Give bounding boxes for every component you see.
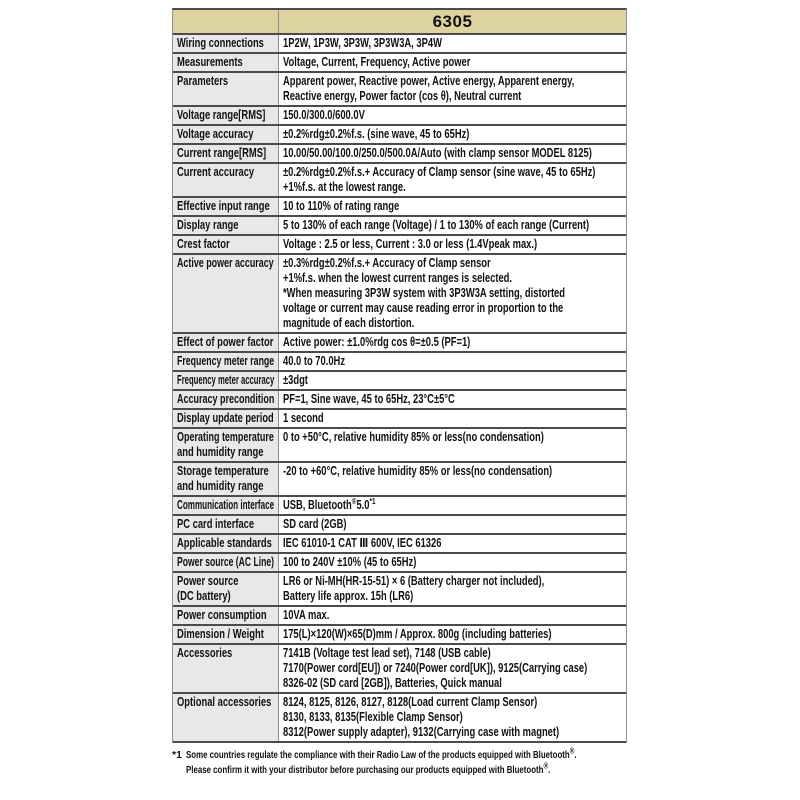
spec-row-label: Effect of power factor <box>173 334 279 351</box>
spec-row-label: Frequency meter accuracy <box>173 372 279 389</box>
spec-row <box>173 372 626 391</box>
spec-row <box>173 35 626 54</box>
spec-row-label: Optional accessories <box>173 694 279 741</box>
spec-row-label: Parameters <box>173 73 279 105</box>
spec-row <box>173 107 626 126</box>
spec-row-value: 10 to 110% of rating range <box>279 198 626 215</box>
spec-row-value: 100 to 240V ±10% (45 to 65Hz) <box>279 554 626 571</box>
spec-row-label: Current range[RMS] <box>173 145 279 162</box>
spec-row-label: Power source (AC Line) <box>173 554 279 571</box>
spec-row <box>173 429 626 463</box>
spec-row-label: Effective input range <box>173 198 279 215</box>
spec-row-value: USB, Bluetooth®5.0$^{*1}$ <box>279 497 626 514</box>
spec-table <box>172 8 627 743</box>
spec-row-value: 5 to 130% of each range (Voltage) / 1 to 130% of each range (Current) <box>279 217 626 234</box>
spec-row-label: Crest factor <box>173 236 279 253</box>
header-blank-cell <box>173 10 279 33</box>
spec-row <box>173 410 626 429</box>
spec-row-value: SD card (2GB) <box>279 516 626 533</box>
spec-row-label: Wiring connections <box>173 35 279 52</box>
spec-row <box>173 54 626 73</box>
spec-row-label: Operating temperature and humidity range <box>173 429 279 461</box>
spec-row-label: Applicable standards <box>173 535 279 552</box>
spec-row-label: Measurements <box>173 54 279 71</box>
spec-row-label: Frequency meter range <box>173 353 279 370</box>
spec-row-label: Accessories <box>173 645 279 692</box>
spec-row-value: IEC 61010-1 CAT Ⅲ 600V, IEC 61326 <box>279 535 626 552</box>
spec-row-label: Voltage range[RMS] <box>173 107 279 124</box>
table-header-row <box>173 10 626 35</box>
spec-row <box>173 164 626 198</box>
spec-row-value: ±0.2%rdg±0.2%f.s.+ Accuracy of Clamp sensor (sine wave, 45 to 65Hz) +1%f.s. at the lowest range. <box>279 164 626 196</box>
spec-row-label: Storage temperature and humidity range <box>173 463 279 495</box>
spec-row <box>173 217 626 236</box>
spec-row <box>173 334 626 353</box>
spec-row-value: Apparent power, Reactive power, Active energy, Apparent energy, Reactive energy, Power factor (cos θ), Neutral current <box>279 73 626 105</box>
spec-row-label: Power source (DC battery) <box>173 573 279 605</box>
spec-row-label: Active power accuracy <box>173 255 279 332</box>
spec-row <box>173 391 626 410</box>
footnote-marker: *1 <box>172 749 182 761</box>
spec-row-value: 10VA max. <box>279 607 626 624</box>
spec-row-value: 7141B (Voltage test lead set), 7148 (USB cable) 7170(Power cord[EU]) or 7240(Power cord[UK]), 9125(Carrying case) 8326-02 (SD card [2GB]), Batteries, Quick manual <box>279 645 626 692</box>
spec-row-value: 175(L)×120(W)×65(D)mm / Approx. 800g (including batteries) <box>279 626 626 643</box>
footnote-text: Some countries regulate the compliance with their Radio Law of the products equipped with Bluetooth®. Please confirm it with your distributor before purchasing our products equipped with Bluetooth®. <box>185 745 577 776</box>
spec-sheet <box>172 8 792 778</box>
spec-row <box>173 255 626 334</box>
spec-row-label: Display update period <box>173 410 279 427</box>
spec-row-value: Active power: ±1.0%rdg cos θ=±0.5 (PF=1) <box>279 334 626 351</box>
spec-row <box>173 694 626 743</box>
spec-row <box>173 236 626 255</box>
spec-row-label: Accuracy precondition <box>173 391 279 408</box>
spec-row-value: ±3dgt <box>279 372 626 389</box>
spec-row-value: ±0.2%rdg±0.2%f.s. (sine wave, 45 to 65Hz) <box>279 126 626 143</box>
spec-row <box>173 516 626 535</box>
spec-row <box>173 463 626 497</box>
model-number: 6305 <box>279 10 626 33</box>
spec-row <box>173 198 626 217</box>
spec-row <box>173 573 626 607</box>
spec-row <box>173 145 626 164</box>
spec-row <box>173 645 626 694</box>
spec-row-label: Display range <box>173 217 279 234</box>
spec-row <box>173 126 626 145</box>
spec-row <box>173 497 626 516</box>
spec-row-label: Communication interface <box>173 497 279 514</box>
spec-row-value: 150.0/300.0/600.0V <box>279 107 626 124</box>
spec-row-value: 1 second <box>279 410 626 427</box>
spec-row-label: Dimension / Weight <box>173 626 279 643</box>
spec-row-value: ±0.3%rdg±0.2%f.s.+ Accuracy of Clamp sensor +1%f.s. when the lowest current ranges is selected. *When measuring 3P3W system with 3P3W3A setting, distorted voltage or current may cause reading error in proportion to the magnitude of each distortion. <box>279 255 626 332</box>
spec-row-value: Voltage : 2.5 or less, Current : 3.0 or less (1.4Vpeak max.) <box>279 236 626 253</box>
spec-row <box>173 607 626 626</box>
footnote <box>172 745 787 778</box>
spec-row-value: 10.00/50.00/100.0/250.0/500.0A/Auto (with clamp sensor MODEL 8125) <box>279 145 626 162</box>
spec-row <box>173 535 626 554</box>
spec-row-label: Power consumption <box>173 607 279 624</box>
spec-row-label: Voltage accuracy <box>173 126 279 143</box>
spec-row <box>173 554 626 573</box>
spec-row <box>173 626 626 645</box>
spec-row-label: PC card interface <box>173 516 279 533</box>
spec-row-value: LR6 or Ni-MH(HR-15-51) × 6 (Battery charger not included), Battery life approx. 15h (LR6) <box>279 573 626 605</box>
spec-row-value: 40.0 to 70.0Hz <box>279 353 626 370</box>
spec-row-value: 1P2W, 1P3W, 3P3W, 3P3W3A, 3P4W <box>279 35 626 52</box>
spec-row <box>173 353 626 372</box>
spec-row-value: PF=1, Sine wave, 45 to 65Hz, 23°C±5°C <box>279 391 626 408</box>
spec-row <box>173 73 626 107</box>
spec-row-value: -20 to +60°C, relative humidity 85% or less(no condensation) <box>279 463 626 495</box>
spec-row-value: Voltage, Current, Frequency, Active power <box>279 54 626 71</box>
spec-row-value: 8124, 8125, 8126, 8127, 8128(Load current Clamp Sensor) 8130, 8133, 8135(Flexible Clamp Sensor) 8312(Power supply adapter), 9132(Carrying case with magnet) <box>279 694 626 741</box>
spec-row-label: Current accuracy <box>173 164 279 196</box>
spec-row-value: 0 to +50°C, relative humidity 85% or less(no condensation) <box>279 429 626 461</box>
